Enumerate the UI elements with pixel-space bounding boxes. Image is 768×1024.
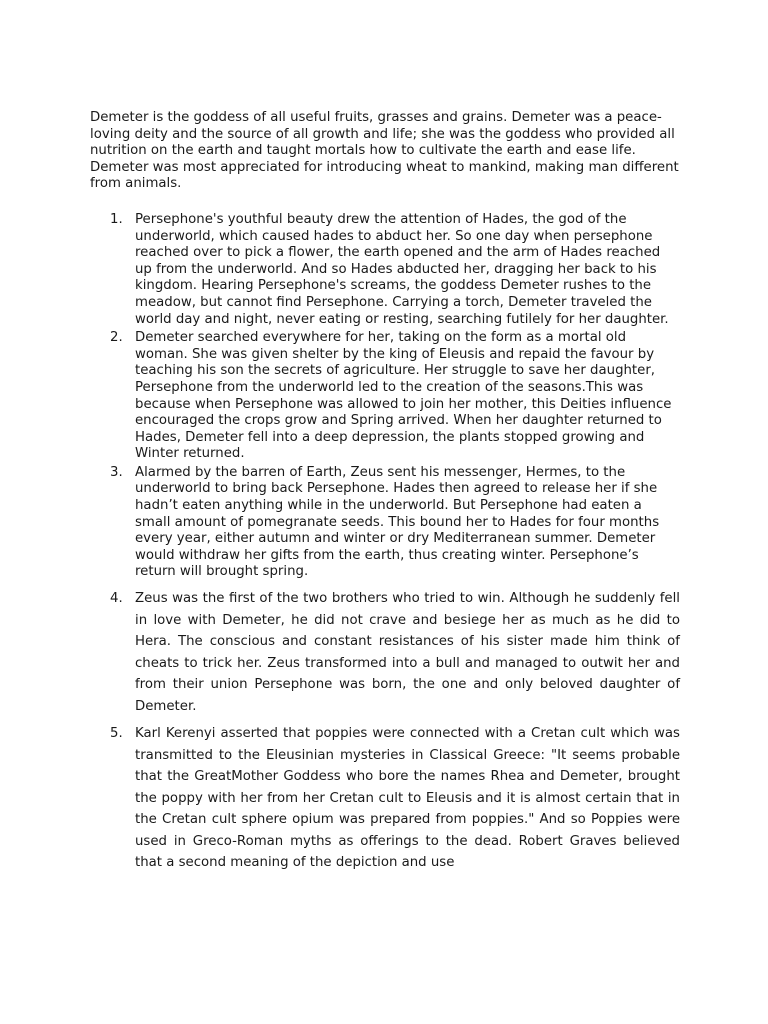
list-item-number: 5. xyxy=(110,726,123,742)
list-item-number: 4. xyxy=(110,591,123,607)
list-item-text: Alarmed by the barren of Earth, Zeus sent his messenger, Hermes, to the underworld to bring back Persephone. Hades then agreed to release her if she hadn’t eaten anything while in the underworld. But Persephone had eaten a small amount of pomegranate seeds. This bound her to Hades for four months every year, either autumn and winter or dry Mediterranean summer. Demeter would withdraw her gifts from the earth, thus creating winter. Persephone’s return will brought spring. xyxy=(135,464,660,580)
list-item xyxy=(110,588,680,717)
list-item xyxy=(110,211,680,328)
list-item-text: Demeter searched everywhere for her, taking on the form as a mortal old woman. She was given shelter by the king of Eleusis and repaid the favour by teaching his son the secrets of agriculture. Her struggle to save her daughter, Persephone from the underworld led to the creation of the seasons.This was because when Persephone was allowed to join her mother, this Deities influence encouraged the crops grow and Spring arrived. When her daughter returned to Hades, Demeter fell into a deep depression, the plants stopped growing and Winter returned. xyxy=(135,330,672,462)
list-item-number: 1. xyxy=(110,211,123,227)
document-page xyxy=(90,110,680,876)
intro-paragraph: Demeter is the goddess of all useful fruits, grasses and grains. Demeter was a peace-loving deity and the source of all growth and life; she was the goddess who provided all nutrition on the earth and taught mortals how to cultivate the earth and ease life. Demeter was most appreciated for introducing wheat to mankind, making man different from animals. xyxy=(90,110,679,192)
numbered-list xyxy=(90,212,680,874)
list-item-text: Karl Kerenyi asserted that poppies were connected with a Cretan cult which was transmitted to the Eleusinian mysteries in Classical Greece: "It seems probable that the GreatMother Goddess who bore the names Rhea and Demeter, brought the poppy with her from her Cretan cult to Eleusis and it is almost certain that in the Cretan cult sphere opium was prepared from poppies." And so Poppies were used in Greco-Roman myths as offerings to the dead. Robert Graves believed that a second meaning of the depiction and use xyxy=(135,726,680,871)
list-item-number: 3. xyxy=(110,464,123,480)
list-item xyxy=(110,723,680,874)
list-item-text: Zeus was the first of the two brothers who tried to win. Although he suddenly fell in love with Demeter, he did not crave and besiege her as much as he did to Hera. The conscious and constant resistances of his sister made him think of cheats to trick her. Zeus transformed into a bull and managed to outwit her and from their union Persephone was born, the one and only beloved daughter of Demeter. xyxy=(135,591,680,714)
list-item-text: Persephone's youthful beauty drew the attention of Hades, the god of the underworld, which caused hades to abduct her. So one day when persephone reached over to pick a flower, the earth opened and the arm of Hades reached up from the underworld. And so Hades abducted her, dragging her back to his kingdom. Hearing Persephone's screams, the goddess Demeter rushes to the meadow, but cannot find Persephone. Carrying a torch, Demeter traveled the world day and night, never eating or resting, searching futilely for her daughter. xyxy=(135,211,669,327)
list-item xyxy=(110,464,680,581)
list-item-number: 2. xyxy=(110,330,123,346)
list-item xyxy=(110,330,680,463)
